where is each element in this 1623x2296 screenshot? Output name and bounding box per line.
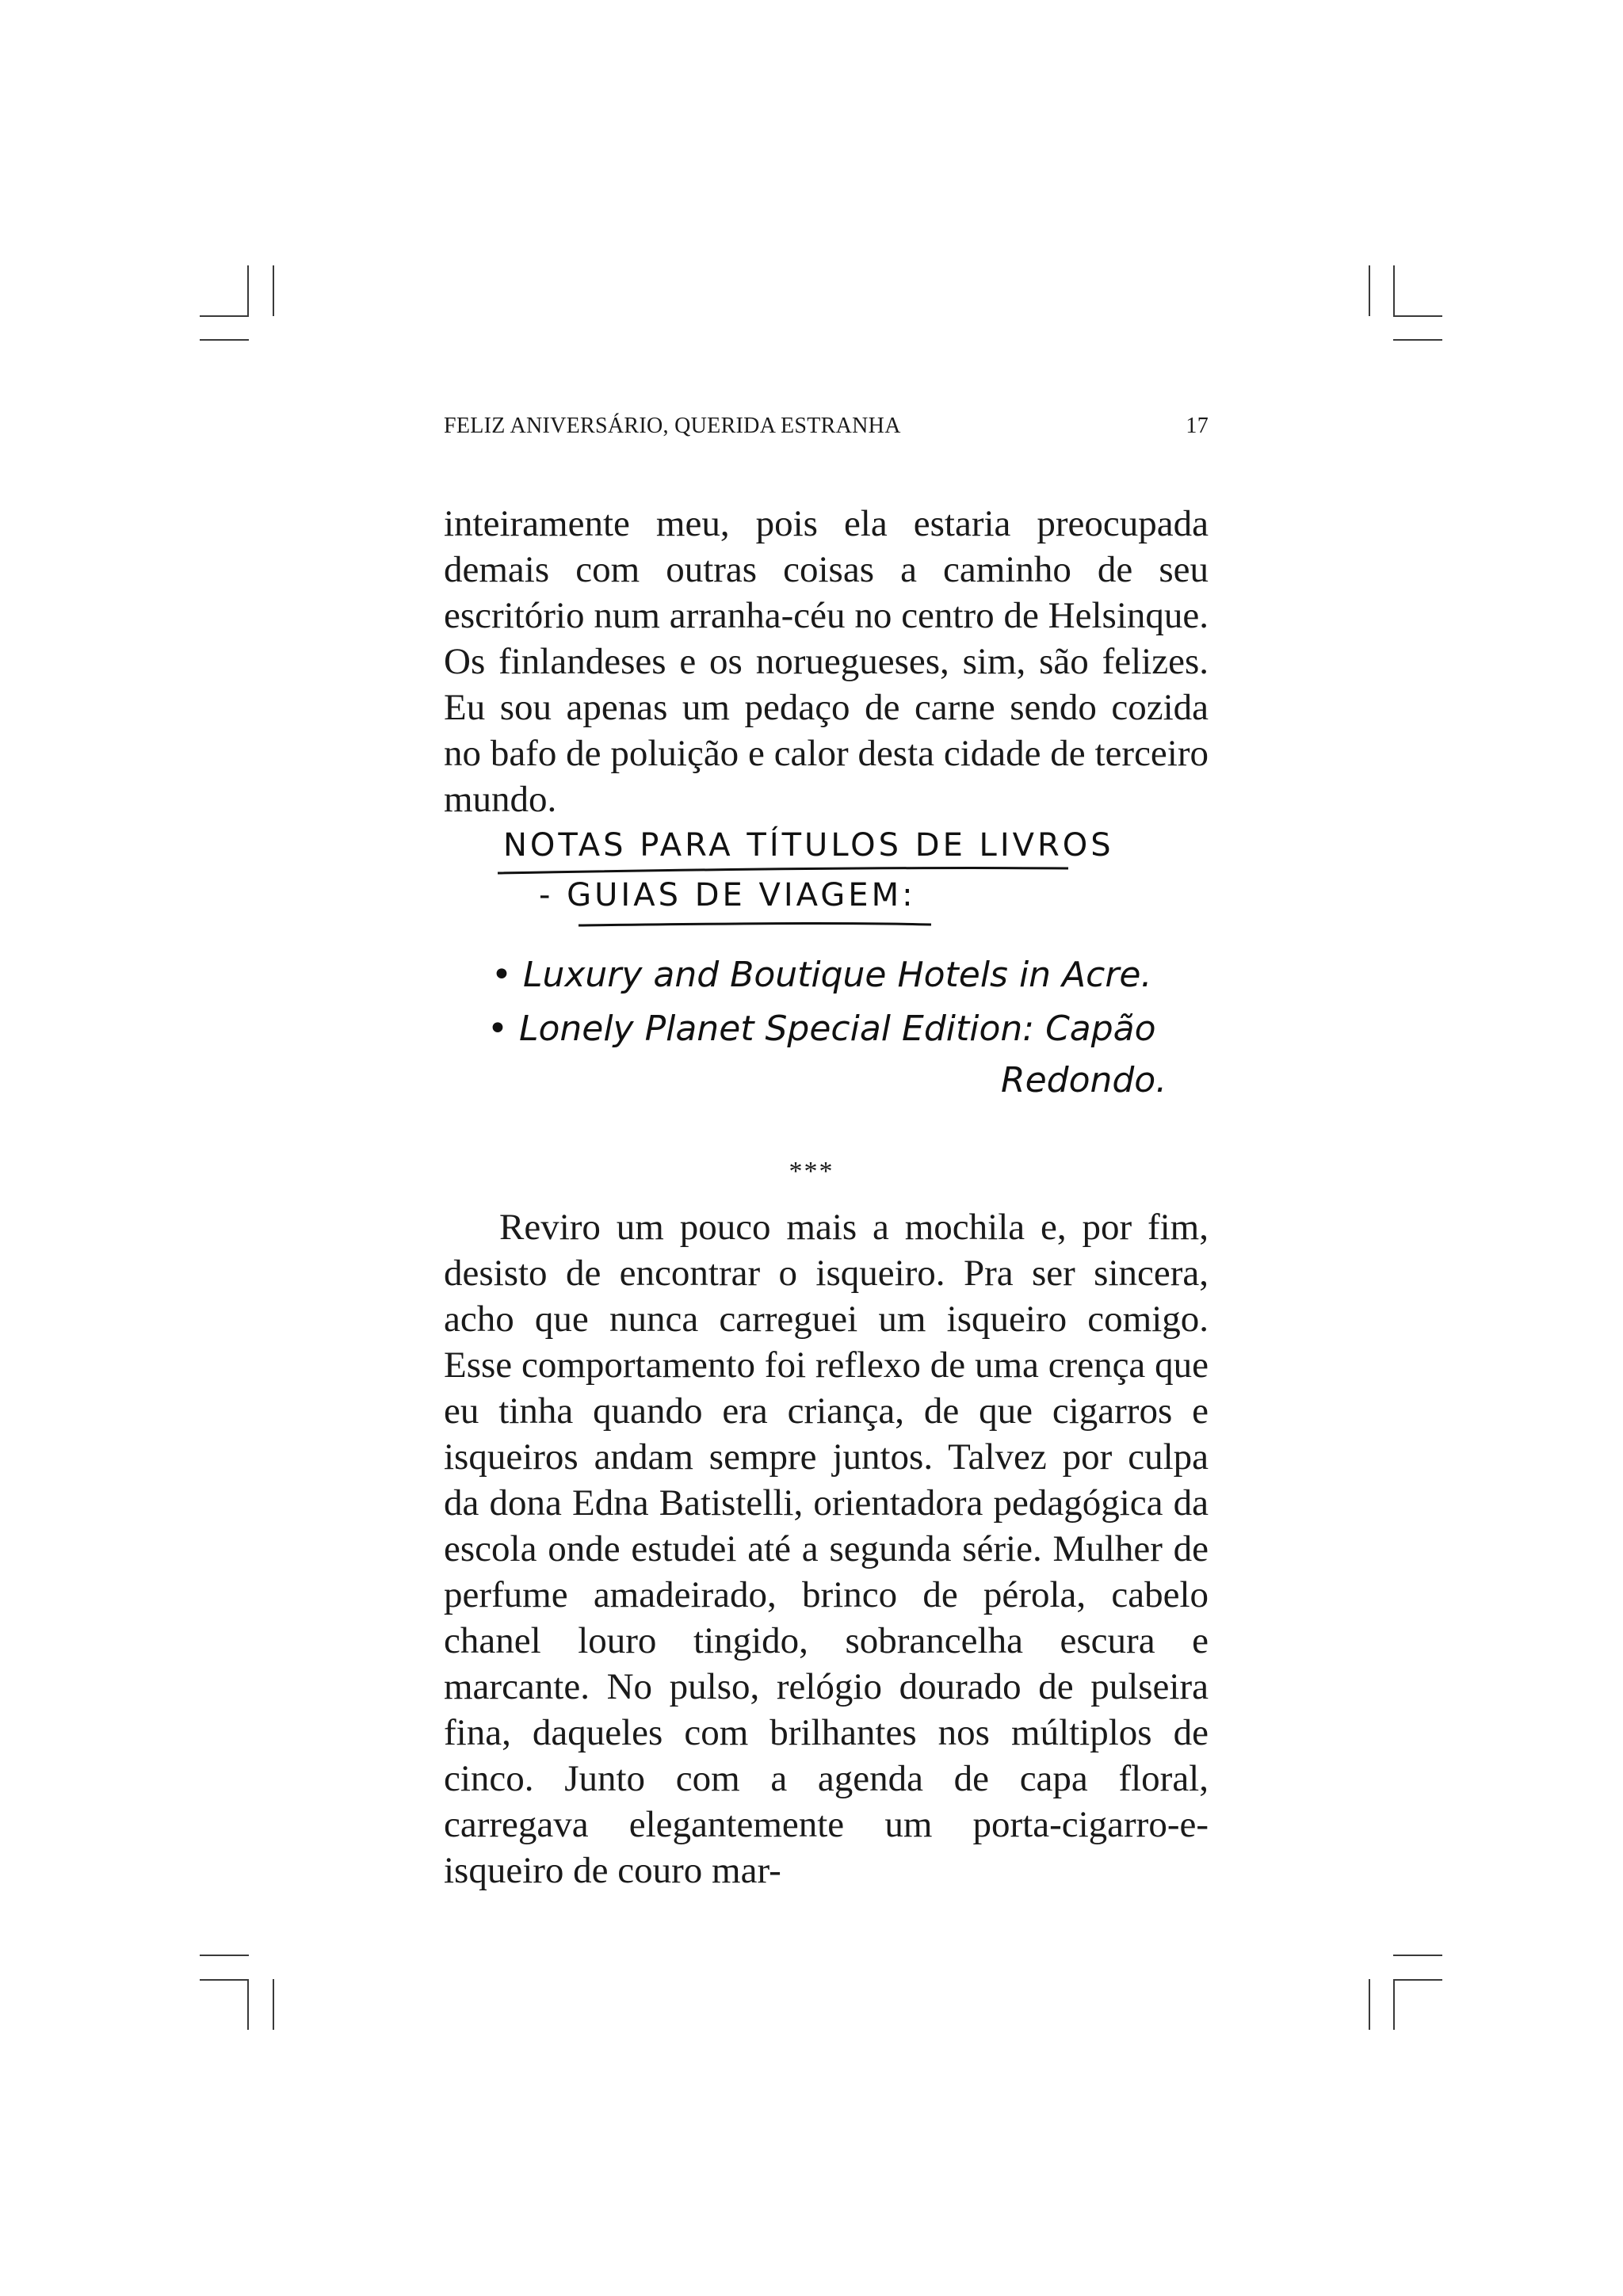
paragraph-text: Reviro um pouco mais a mochila e, por fim, desisto de encontrar o isqueiro. Pra ser sincera, acho que nunca carreguei um isqueiro comigo. Esse comportamento foi reflexo de uma crença que eu tinha quando era criança, de que cigarros e isqueiros andam sempre juntos. Talvez por culpa da dona Edna Batistelli, orientadora pedagógica da escola onde estudei até a segunda série. Mulher de perfume amadeirado, brinco de pérola, cabelo chanel louro tingido, sobrancelha escura e marcante. No pulso, relógio dourado de pulseira fina, daqueles com brilhantes nos múltiplos de cinco. Junto com a agenda de capa floral, carregava elegantemente um porta-cigarro-e-isqueiro de couro mar- bbox=[444, 1207, 1209, 1891]
note-item-1: • Luxury and Boutique Hotels in Acre. bbox=[491, 955, 1152, 995]
crop-mark bbox=[247, 1979, 249, 2030]
crop-mark bbox=[200, 315, 249, 317]
paragraph-2 bbox=[444, 1204, 1209, 1894]
handwritten-note bbox=[475, 800, 1189, 1137]
crop-mark bbox=[1393, 1955, 1442, 1956]
crop-mark bbox=[1393, 339, 1442, 341]
paragraph-text: inteiramente meu, pois ela estaria preocupada demais com outras coisas a caminho de seu escritório num arranha-céu no centro de Helsinque. Os finlandeses e os noruegueses, sim, são felizes. Eu sou apenas um pedaço de carne sendo cozida no bafo de poluição e calor desta cidade de terceiro mundo. bbox=[444, 503, 1209, 820]
crop-mark bbox=[200, 1955, 249, 1956]
crop-mark bbox=[273, 265, 274, 316]
section-break: *** bbox=[789, 1157, 834, 1186]
crop-mark bbox=[1369, 265, 1370, 316]
page-number: 17 bbox=[1186, 414, 1209, 438]
note-title-line-2: - GUIAS DE VIAGEM: bbox=[539, 877, 916, 913]
crop-mark bbox=[273, 1979, 274, 2030]
note-item-2a: • Lonely Planet Special Edition: Capão bbox=[487, 1009, 1156, 1049]
crop-mark bbox=[1393, 1979, 1395, 2030]
crop-mark bbox=[1393, 265, 1395, 316]
running-title: FELIZ ANIVERSÁRIO, QUERIDA ESTRANHA bbox=[444, 414, 901, 438]
crop-mark bbox=[247, 265, 249, 316]
handwritten-note-drawing bbox=[475, 800, 1189, 1133]
crop-mark bbox=[1393, 1979, 1442, 1981]
crop-mark bbox=[200, 1979, 249, 1981]
underline bbox=[579, 923, 931, 925]
running-head bbox=[444, 414, 1209, 439]
underline bbox=[498, 868, 1068, 873]
crop-mark bbox=[1393, 315, 1442, 317]
crop-mark bbox=[200, 339, 249, 341]
paragraph-1 bbox=[444, 501, 1209, 822]
crop-mark bbox=[1369, 1979, 1370, 2030]
note-item-2b: Redondo. bbox=[1001, 1060, 1167, 1100]
note-title-line-1: NOTAS PARA TÍTULOS DE LIVROS bbox=[503, 827, 1114, 864]
